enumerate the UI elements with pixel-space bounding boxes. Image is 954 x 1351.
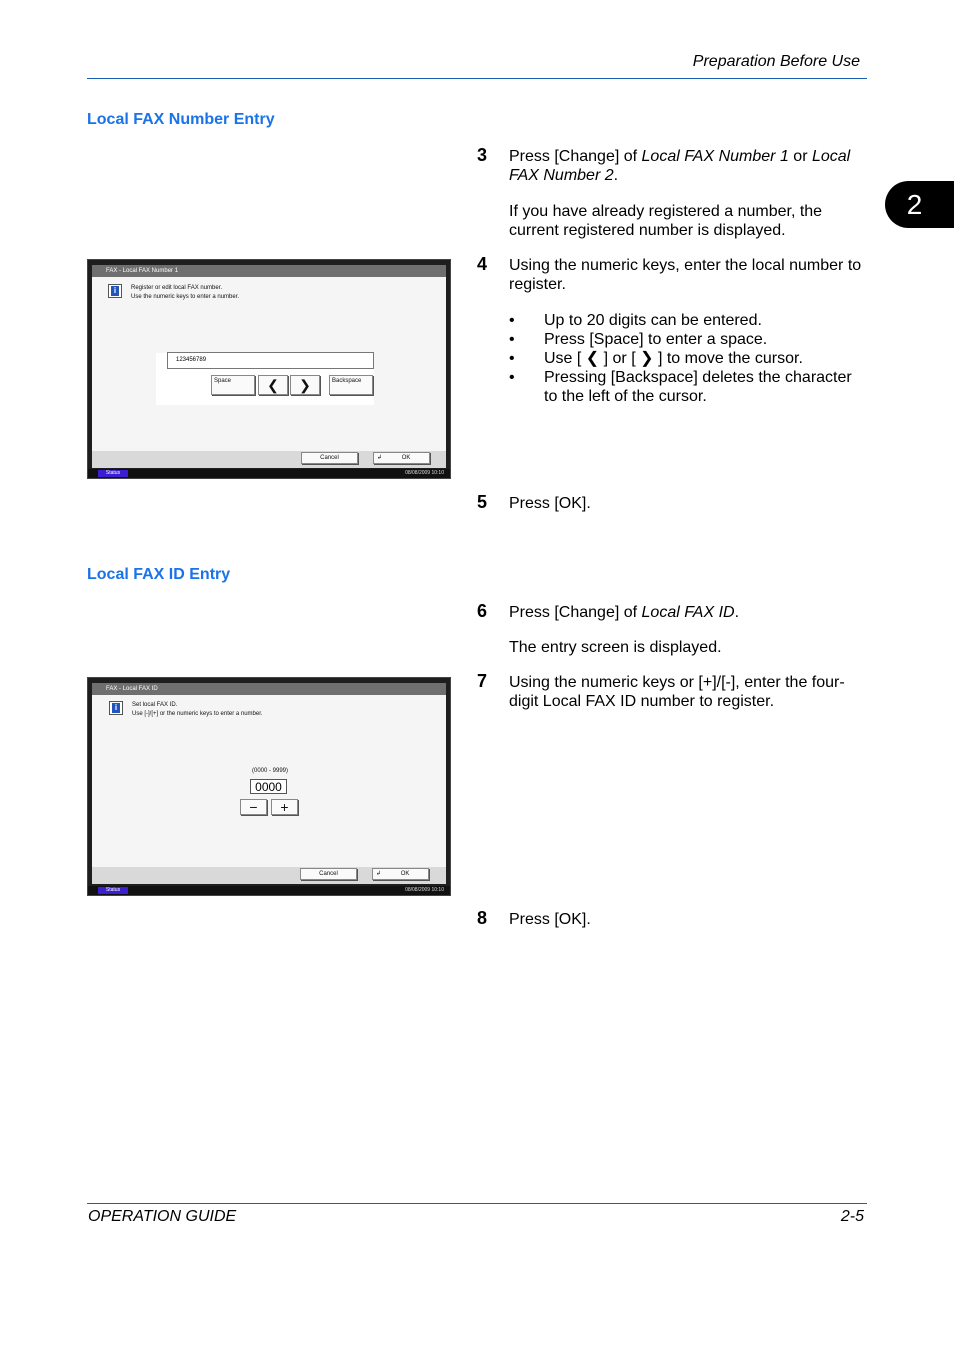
space-button[interactable]: Space [211,375,255,395]
info-icon: i [108,284,122,298]
step-text: Using the numeric keys, enter the local number to register. [509,257,862,293]
screen-footer [92,451,446,468]
status-button[interactable]: Status [98,887,128,894]
date-time: 08/08/2009 10:10 [405,470,444,476]
cancel-button[interactable]: Cancel [301,452,358,464]
fax-id-input[interactable]: 0000 [250,779,287,794]
screen-body [92,695,446,867]
step-text: Press [Change] of Local FAX Number 1 or Local FAX Number 2. [509,148,851,184]
screen-message: Set local FAX ID. Use [-]/[+] or the numeric keys to enter a number. [132,702,263,717]
step-text: Press [Change] of Local FAX ID. [509,604,740,621]
screenshot-local-fax-number [87,259,451,479]
screen-message: Register or edit local FAX number. Use the numeric keys to enter a number. [131,285,240,300]
minus-button[interactable]: − [240,799,267,815]
ok-button[interactable]: ↲ OK [372,868,429,880]
section-heading-id-entry: Local FAX ID Entry [87,566,231,583]
footer-rule [87,1203,867,1204]
screen-body [92,277,446,451]
section-heading-number-entry: Local FAX Number Entry [87,111,275,128]
cursor-left-button[interactable]: ❮ [258,375,288,395]
backspace-button[interactable]: Backspace [329,375,373,395]
step-note: If you have already registered a number, the current registered number is displayed. [509,203,823,239]
range-label: (0000 - 9999) [251,768,289,774]
screen-title: FAX - Local FAX ID [92,683,446,695]
step-number: 4 [477,254,488,274]
info-icon: i [109,701,123,715]
date-time: 08/08/2009 10:10 [405,887,444,893]
step-number: 3 [477,145,488,165]
status-button[interactable]: Status [98,470,128,477]
list-item: • Pressing [Backspace] deletes the character to the left of the cursor. [509,368,869,406]
step-text: Press [OK]. [509,911,591,928]
header-rule [87,78,867,79]
step-note: The entry screen is displayed. [509,639,722,656]
screen-title: FAX - Local FAX Number 1 [92,265,446,277]
footer-title: OPERATION GUIDE [88,1208,237,1225]
list-item: • Press [Space] to enter a space. [509,330,869,349]
list-item: • Up to 20 digits can be entered. [509,311,869,330]
enter-icon: ↲ [377,455,383,461]
step-number: 8 [477,908,488,928]
step-text: Using the numeric keys or [+]/[-], enter the four-digit Local FAX ID number to register. [509,674,845,710]
status-bar [88,886,450,895]
ok-button[interactable]: ↲ OK [373,452,430,464]
chapter-tab: 2 [885,181,954,228]
screenshot-local-fax-id [87,677,451,896]
status-bar [88,469,450,478]
cancel-button[interactable]: Cancel [300,868,357,880]
step-number: 5 [477,492,488,512]
list-item: • Use [ ❮ ] or [ ❯ ] to move the cursor. [509,349,869,368]
running-header: Preparation Before Use [692,53,860,70]
step-text: Press [OK]. [509,495,591,512]
step-number: 7 [477,671,488,691]
bullet-list [509,311,869,406]
screen-footer [92,867,446,884]
cursor-right-button[interactable]: ❯ [290,375,320,395]
fax-number-input[interactable]: 123456789 [167,352,374,369]
step-number: 6 [477,601,488,621]
enter-icon: ↲ [376,871,382,877]
plus-button[interactable]: + [271,799,298,815]
page-number: 2-5 [840,1208,864,1225]
